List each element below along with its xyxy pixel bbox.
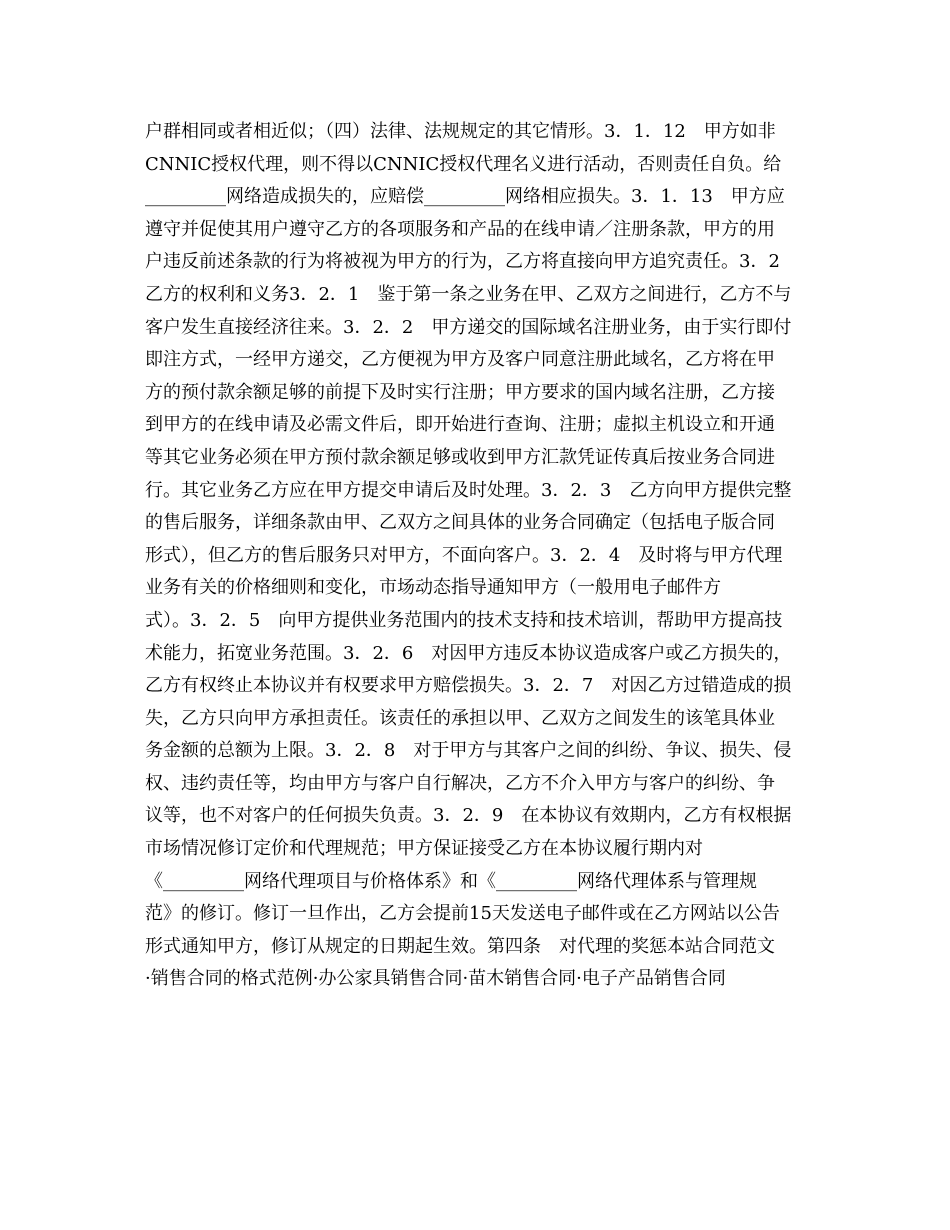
text-line: 市场情况修订定价和代理规范；甲方保证接受乙方在本协议履行期内对 — [145, 838, 703, 860]
text-line: 乙方有权终止本协议并有权要求甲方赔偿损失。3．2．7 对因乙方过错造成的损 — [145, 675, 792, 697]
text-line: 失，乙方只向甲方承担责任。该责任的承担以甲、乙双方之间发生的该笔具体业 — [145, 707, 775, 729]
text-line: 术能力，拓宽业务范围。3．2．6 对因甲方违反本协议造成客户或乙方损失的， — [145, 642, 792, 664]
text-line: _________网络造成损失的，应赔偿_________网络相应损失。3．1．13 甲方应 — [145, 186, 785, 208]
text-line: CNNIC授权代理，则不得以CNNIC授权代理名义进行活动，否则责任自负。给 — [145, 153, 782, 175]
contract-body-text — [145, 116, 845, 996]
text-line: 议等，也不对客户的任何损失负责。3．2．9 在本协议有效期内，乙方有权根据 — [145, 805, 792, 827]
text-line: 《_________网络代理项目与价格体系》和《_________网络代理体系与管理规 — [145, 870, 757, 892]
text-line: 客户发生直接经济往来。3．2．2 甲方递交的国际域名注册业务，由于实行即付 — [145, 316, 792, 338]
text-line: 乙方的权利和义务3．2．1 鉴于第一条之业务在甲、乙双方之间进行，乙方不与 — [145, 283, 792, 305]
text-line: 的售后服务，详细条款由甲、乙双方之间具体的业务合同确定（包括电子版合同 — [145, 512, 775, 534]
text-line: 到甲方的在线申请及必需文件后，即开始进行查询、注册；虚拟主机设立和开通 — [145, 414, 775, 436]
text-line: 形式），但乙方的售后服务只对甲方，不面向客户。3．2．4 及时将与甲方代理 — [145, 544, 783, 566]
text-line: 权、违约责任等，均由甲方与客户自行解决，乙方不介入甲方与客户的纠纷、争 — [145, 772, 775, 794]
text-line: 方的预付款余额足够的前提下及时实行注册；甲方要求的国内域名注册，乙方接 — [145, 381, 775, 403]
text-line: 户群相同或者相近似；（四）法律、法规规定的其它情形。3．1．12 甲方如非 — [145, 121, 776, 142]
text-line: 式）。3．2．5 向甲方提供业务范围内的技术支持和技术培训，帮助甲方提高技 — [145, 609, 783, 631]
text-line: 行。其它业务乙方应在甲方提交申请后及时处理。3．2．3 乙方向甲方提供完整 — [145, 479, 792, 501]
text-line: 形式通知甲方，修订从规定的日期起生效。第四条 对代理的奖惩本站合同范文 — [145, 935, 775, 957]
text-line: 等其它业务必须在甲方预付款余额足够或收到甲方汇款凭证传真后按业务合同进 — [145, 446, 775, 468]
text-line: 遵守并促使其用户遵守乙方的各项服务和产品的在线申请／注册条款，甲方的用 — [145, 218, 775, 240]
text-line: 户违反前述条款的行为将被视为甲方的行为，乙方将直接向甲方追究责任。3．2 — [145, 251, 780, 273]
text-line: 务金额的总额为上限。3．2．8 对于甲方与其客户之间的纠纷、争议、损失、侵 — [145, 740, 792, 762]
text-line: ·销售合同的格式范例·办公家具销售合同·苗木销售合同·电子产品销售合同 — [145, 968, 726, 990]
text-line: 即注方式，一经甲方递交，乙方便视为甲方及客户同意注册此域名，乙方将在甲 — [145, 349, 775, 371]
text-line: 业务有关的价格细则和变化，市场动态指导通知甲方（一般用电子邮件方 — [145, 577, 721, 599]
text-line: 范》的修订。修订一旦作出，乙方会提前15天发送电子邮件或在乙方网站以公告 — [145, 903, 780, 925]
